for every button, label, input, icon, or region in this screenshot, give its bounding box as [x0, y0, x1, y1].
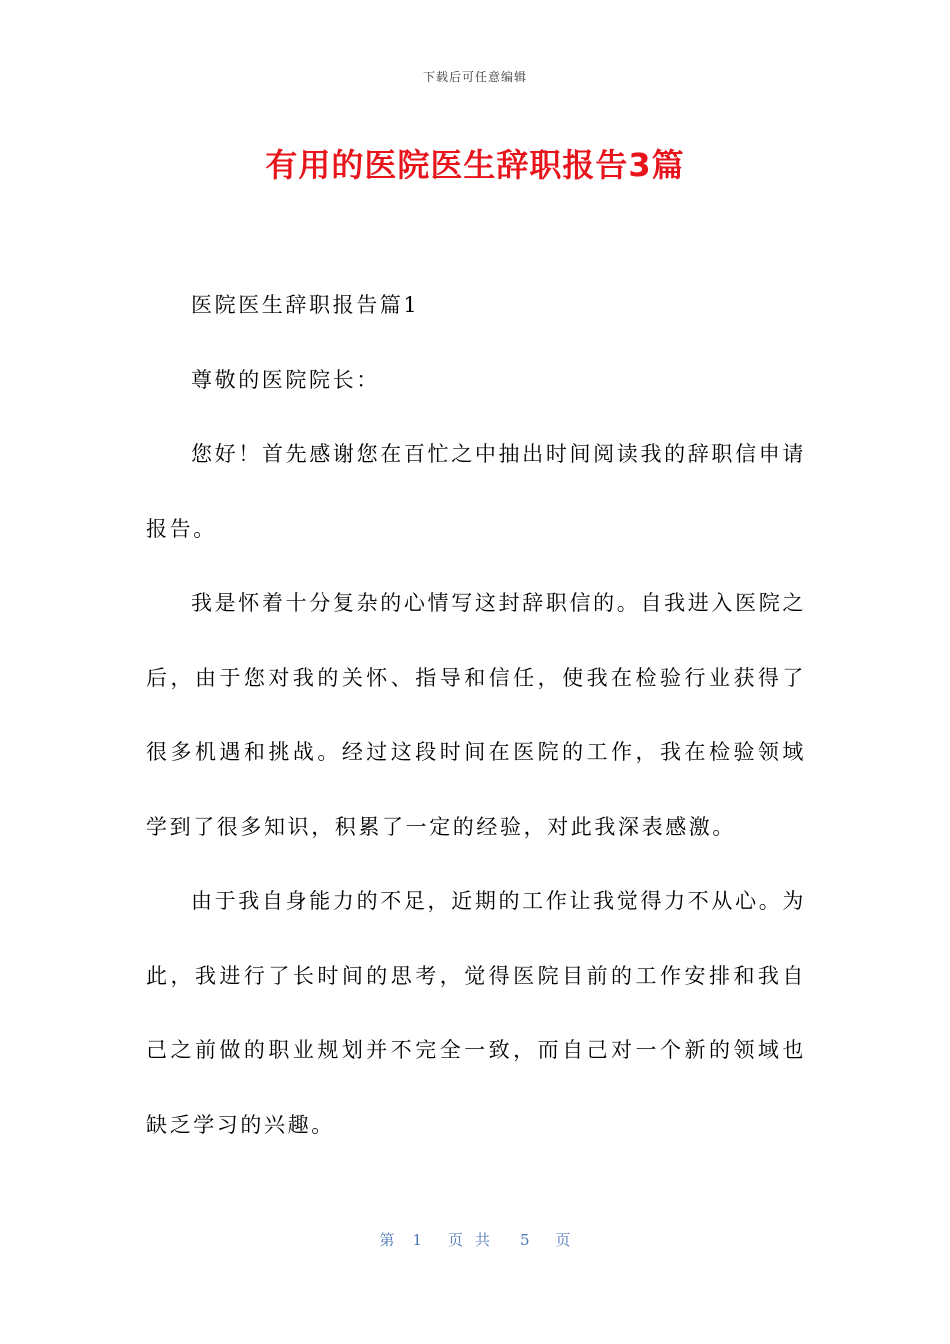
page-prefix: 第	[379, 1231, 395, 1249]
page-footer	[0, 1229, 950, 1250]
salutation: 尊敬的医院院长：	[191, 367, 380, 392]
document-title: 有用的医院医生辞职报告3篇	[265, 146, 685, 184]
document-body	[146, 268, 806, 1162]
section-heading: 医院医生辞职报告篇1	[191, 293, 420, 317]
body-paragraph: 由于我自身能力的不足，近期的工作让我觉得力不从心。为此，我进行了长时间的思考，觉得医院目前的工作安排和我自己之前做的职业规划并不完全一致，而自己对一个新的领域也缺乏学习的兴趣。	[146, 889, 806, 1137]
total-pages-number: 5	[520, 1231, 530, 1249]
body-paragraph: 我是怀着十分复杂的心情写这封辞职信的。自我进入医院之后，由于您对我的关怀、指导和信任，使我在检验行业获得了很多机遇和挑战。经过这段时间在医院的工作，我在检验领域学到了很多知识，积累了一定的经验，对此我深表感激。	[146, 591, 806, 839]
header-note: 下载后可任意编辑	[422, 70, 527, 84]
page-suffix: 页	[555, 1231, 571, 1249]
current-page-number: 1	[412, 1231, 422, 1249]
page-mid-text: 页共	[447, 1231, 502, 1249]
body-paragraph: 您好！首先感谢您在百忙之中抽出时间阅读我的辞职信申请报告。	[146, 442, 806, 541]
